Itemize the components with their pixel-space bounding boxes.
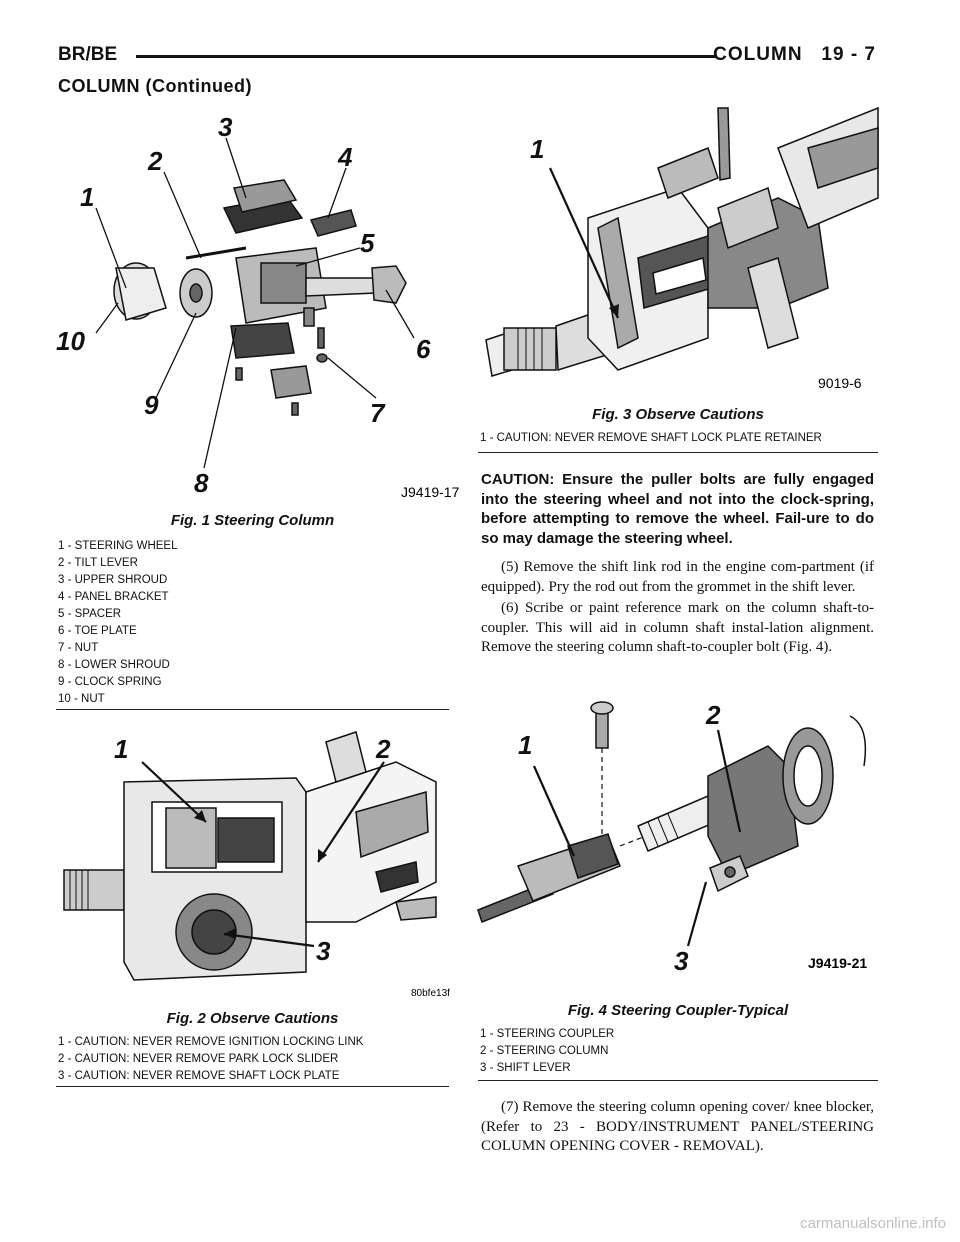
header-section: COLUMN [713,44,803,65]
fig3-legend-item: 1 - CAUTION: NEVER REMOVE SHAFT LOCK PLATE RETAINER [480,432,822,444]
fig4-callout-2: 2 [706,700,721,730]
caution-puller-bolts: CAUTION: Ensure the puller bolts are fully engaged into the steering wheel and not into the clock-spring, before attempting to remove the wheel. Fail-ure to do so may damage the steering wheel. [481,471,874,547]
body-text-upper [481,470,874,660]
fig1-illustration [56,108,460,500]
fig1-legend [58,538,448,708]
fig3-callout-1: 1 [530,134,545,164]
fig4-caption: Fig. 4 Steering Coupler-Typical [567,1002,789,1019]
fig1-legend-item: 1 - STEERING WHEEL [58,540,178,552]
fig1-callout-3: 3 [218,112,233,142]
fig1-legend-item: 6 - TOE PLATE [58,625,137,637]
fig1-legend-item: 3 - UPPER SHROUD [58,574,168,586]
fig1-legend-item: 8 - LOWER SHROUD [58,659,170,671]
fig4-code: J9419-21 [808,955,868,971]
fig1-legend-item: 9 - CLOCK SPRING [58,676,162,688]
fig1-callout-10: 10 [56,326,85,356]
header-section-page [713,44,876,66]
fig3-rule [478,452,878,453]
fig4-callout-3: 3 [674,946,689,976]
fig1-callout-8: 8 [194,468,209,498]
fig1-legend-item: 7 - NUT [58,642,99,654]
fig1-drawing [56,108,460,500]
fig1-callout-4: 4 [338,142,353,172]
fig2-callout-3: 3 [316,936,331,966]
watermark: carmanualsonline.info [800,1215,946,1232]
fig1-legend-item: 5 - SPACER [58,608,122,620]
fig1-callout-7: 7 [370,398,385,428]
fig3-caption: Fig. 3 Observe Cautions [592,406,764,423]
fig1-callout-2: 2 [148,146,163,176]
fig3-legend [480,430,880,447]
fig2-legend-item: 2 - CAUTION: NEVER REMOVE PARK LOCK SLIDER [58,1053,339,1065]
fig4-legend-item: 3 - SHIFT LEVER [480,1062,571,1074]
fig1-callout-6: 6 [416,334,431,364]
fig4-callout-1: 1 [518,730,533,760]
body-text-lower [481,1098,874,1159]
fig1-callout-5: 5 [360,228,375,258]
fig3-code: 9019-6 [818,375,862,391]
fig4-legend-item: 1 - STEERING COUPLER [480,1028,615,1040]
fig4-illustration [478,696,878,994]
header-model: BR/BE [58,44,118,65]
fig1-callout-1: 1 [80,182,95,212]
fig2-legend-item: 1 - CAUTION: NEVER REMOVE IGNITION LOCKING LINK [58,1036,364,1048]
header-page-number: 19 - 7 [821,44,876,65]
continued-heading: COLUMN (Continued) [58,76,252,96]
fig2-illustration [56,722,449,1000]
step-7: (7) Remove the steering column opening cover/ knee blocker, (Refer to 23 - BODY/INSTRUMENT PANEL/STEERING COLUMN OPENING COVER - REMOVAL). [481,1099,874,1154]
fig1-legend-item: 4 - PANEL BRACKET [58,591,169,603]
fig4-legend-item: 2 - STEERING COLUMN [480,1045,609,1057]
fig1-rule [56,709,449,710]
fig2-callout-2: 2 [376,734,391,764]
fig2-rule [56,1086,449,1087]
fig2-legend-item: 3 - CAUTION: NEVER REMOVE SHAFT LOCK PLATE [58,1070,340,1082]
fig1-caption: Fig. 1 Steering Column [170,512,335,529]
step-6: (6) Scribe or paint reference mark on the column shaft-to-coupler. This will aid in column shaft instal-lation alignment. Remove the steering column shaft-to-coupler bolt (Fig. 4). [481,600,874,655]
fig1-callout-9: 9 [144,390,159,420]
fig1-legend-item: 2 - TILT LEVER [58,557,138,569]
header-rule [136,55,716,58]
fig2-caption: Fig. 2 Observe Cautions [166,1010,339,1027]
fig1-legend-item: 10 - NUT [58,693,105,705]
step-5: (5) Remove the shift link rod in the engine com-partment (if equipped). Pry the rod out from the grommet in the shift lever. [481,559,874,595]
fig2-legend [58,1034,448,1085]
fig1-code: J9419-17 [401,484,460,500]
fig2-callout-1: 1 [114,734,129,764]
fig3-illustration [478,108,878,404]
fig4-legend [480,1026,880,1077]
fig4-rule [478,1080,878,1081]
fig2-code: 80bfe13f [411,988,450,999]
